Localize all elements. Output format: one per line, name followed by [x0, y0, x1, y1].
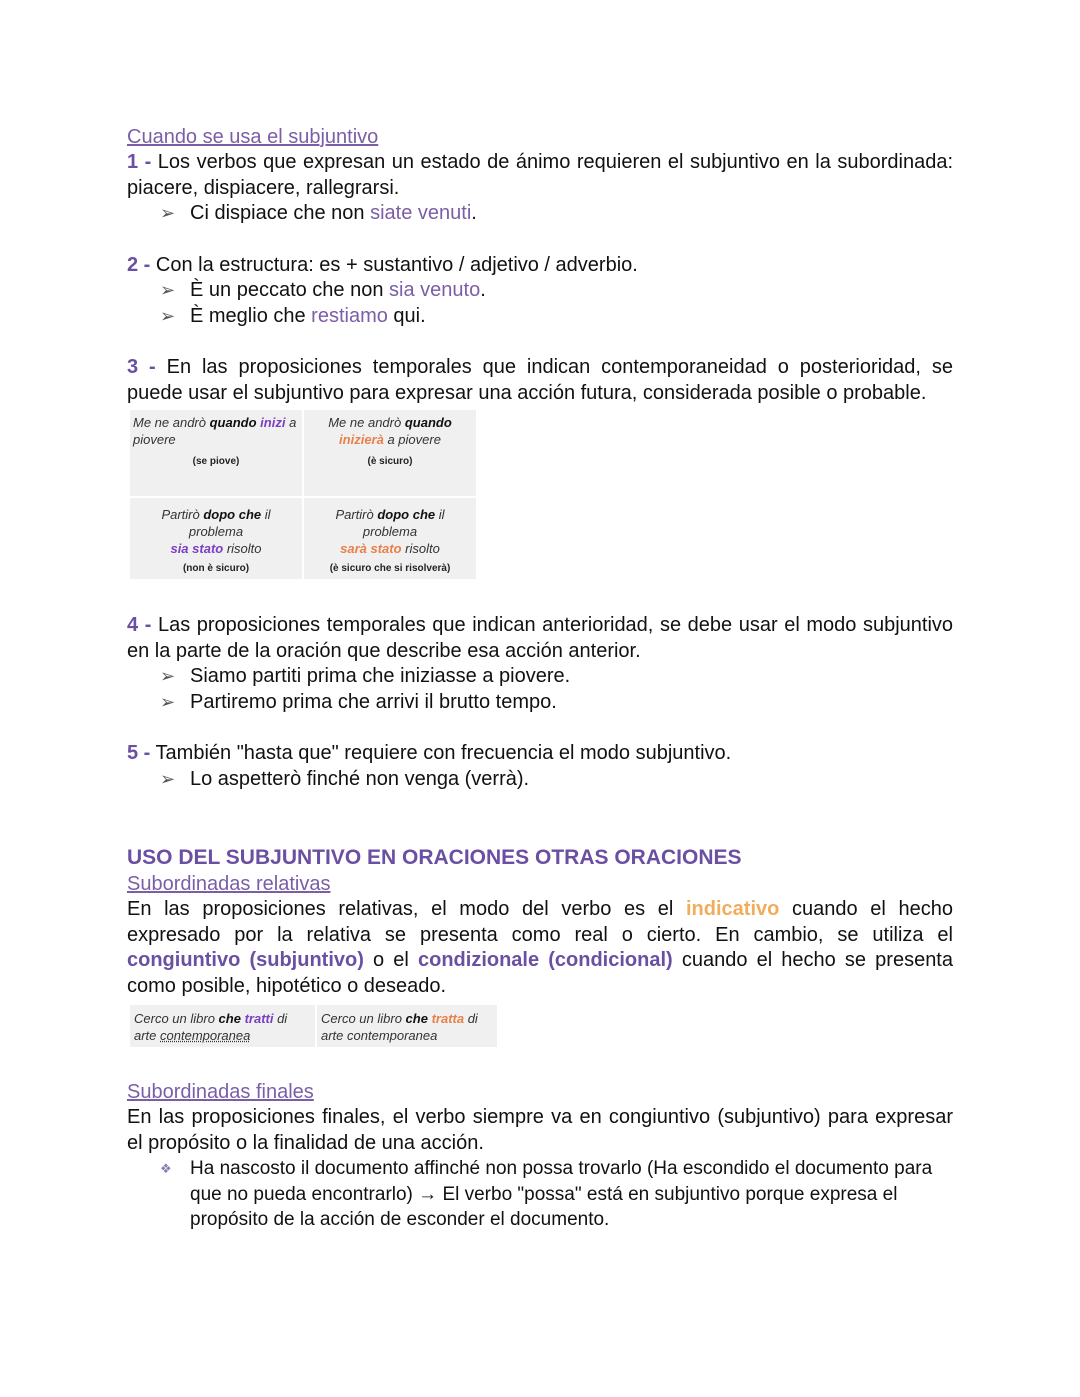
table-cell: Cerco un libro che tratti di arte contemporanea	[130, 1005, 315, 1047]
item-number-2: 2 -	[127, 253, 151, 276]
diamond-bullet-icon: ❖	[160, 1161, 172, 1176]
arrow-bullet-icon: ➢	[160, 768, 176, 789]
paragraph-1: 1 - Los verbos que expresan un estado de ánimo requieren el subjuntivo en la subordinada: piacere, dispiacere, rallegrarsi.	[127, 151, 953, 199]
arrow-bullet-icon: ➢	[160, 691, 176, 712]
list-item: ➢ È un peccato che non sia venuto.	[160, 278, 953, 304]
item-number-4: 4 -	[127, 614, 152, 636]
paragraph-5: 5 - También "hasta que" requiere con frecuencia el modo subjuntivo.	[127, 742, 732, 764]
arrow-bullet-icon: ➢	[160, 203, 176, 223]
example-list-1	[127, 201, 953, 227]
example-list-finales	[127, 1156, 953, 1233]
example-list-2	[127, 278, 953, 329]
table-cell: Me ne andrò quando inizierà a piovere (è sicuro)	[304, 410, 476, 496]
arrow-bullet-icon: ➢	[160, 666, 176, 686]
section-heading: USO DEL SUBJUNTIVO EN ORACIONES OTRAS ORACIONES	[127, 846, 742, 869]
subsection-title-finales[interactable]: Subordinadas finales	[127, 1081, 314, 1103]
section-title-subjuntivo[interactable]: Cuando se usa el subjuntivo	[127, 126, 379, 148]
item-number-3: 3 -	[127, 356, 156, 378]
item-number-1: 1 -	[127, 151, 152, 173]
item-number-5: 5 -	[127, 742, 151, 764]
list-item: ➢ Siamo partiti prima che iniziasse a piovere.	[160, 664, 953, 690]
list-item: ➢ Ci dispiace che non siate venuti.	[160, 201, 953, 227]
table-cell: Partirò dopo che il problema sia stato risolto (non è sicuro)	[130, 498, 302, 579]
arrow-bullet-icon: ➢	[160, 305, 176, 326]
paragraph-relativas: En las proposiciones relativas, el modo del verbo es el indicativo cuando el hecho expresado por la relativa se presenta como real o cierto. En cambio, se utiliza el congiuntivo (subjuntivo) o el condizionale (condicional) cuando el hecho se presenta como posible, hipotético o deseado.	[127, 898, 953, 997]
list-item: ➢ È meglio che restiamo qui.	[160, 304, 953, 330]
list-item: ➢ Lo aspetterò finché non venga (verrà).	[160, 767, 953, 793]
paragraph-finales: En las proposiciones finales, el verbo siempre va en congiuntivo (subjuntivo) para expresar el propósito o la finalidad de una acción.	[127, 1106, 953, 1154]
example-list-5	[127, 767, 953, 793]
arrow-bullet-icon: ➢	[160, 280, 176, 300]
table-cell: Me ne andrò quando inizi a piovere (se piove)	[130, 410, 302, 496]
paragraph-4: 4 - Las proposiciones temporales que indican anterioridad, se debe usar el modo subjuntivo en la parte de la oración que describe esa acción anterior.	[127, 614, 954, 662]
table-cell: Cerco un libro che tratta di arte contemporanea	[317, 1005, 497, 1047]
list-item: ➢ Partiremo prima che arrivi il brutto tempo.	[160, 690, 953, 716]
relative-examples-table	[128, 1003, 499, 1049]
list-item: ❖ Ha nascosto il documento affinché non possa trovarlo (Ha escondido el documento para que no pueda encontrarlo) → El verbo "possa" está en subjuntivo porque expresa el propósito de la acción de esconder el documento.	[160, 1158, 933, 1230]
example-list-4	[127, 664, 953, 715]
temporal-examples-table	[128, 408, 478, 581]
table-cell: Partirò dopo che il problema sarà stato risolto (è sicuro che si risolverà)	[304, 498, 476, 579]
paragraph-3: 3 - En las proposiciones temporales que indican contemporaneidad o posterioridad, se puede usar el subjuntivo para expresar una acción futura, considerada posible o probable.	[127, 356, 954, 404]
subsection-title-relativas[interactable]: Subordinadas relativas	[127, 873, 331, 895]
paragraph-2: 2 - Con la estructura: es + sustantivo / adjetivo / adverbio.	[127, 253, 638, 276]
document-page	[127, 124, 953, 1233]
